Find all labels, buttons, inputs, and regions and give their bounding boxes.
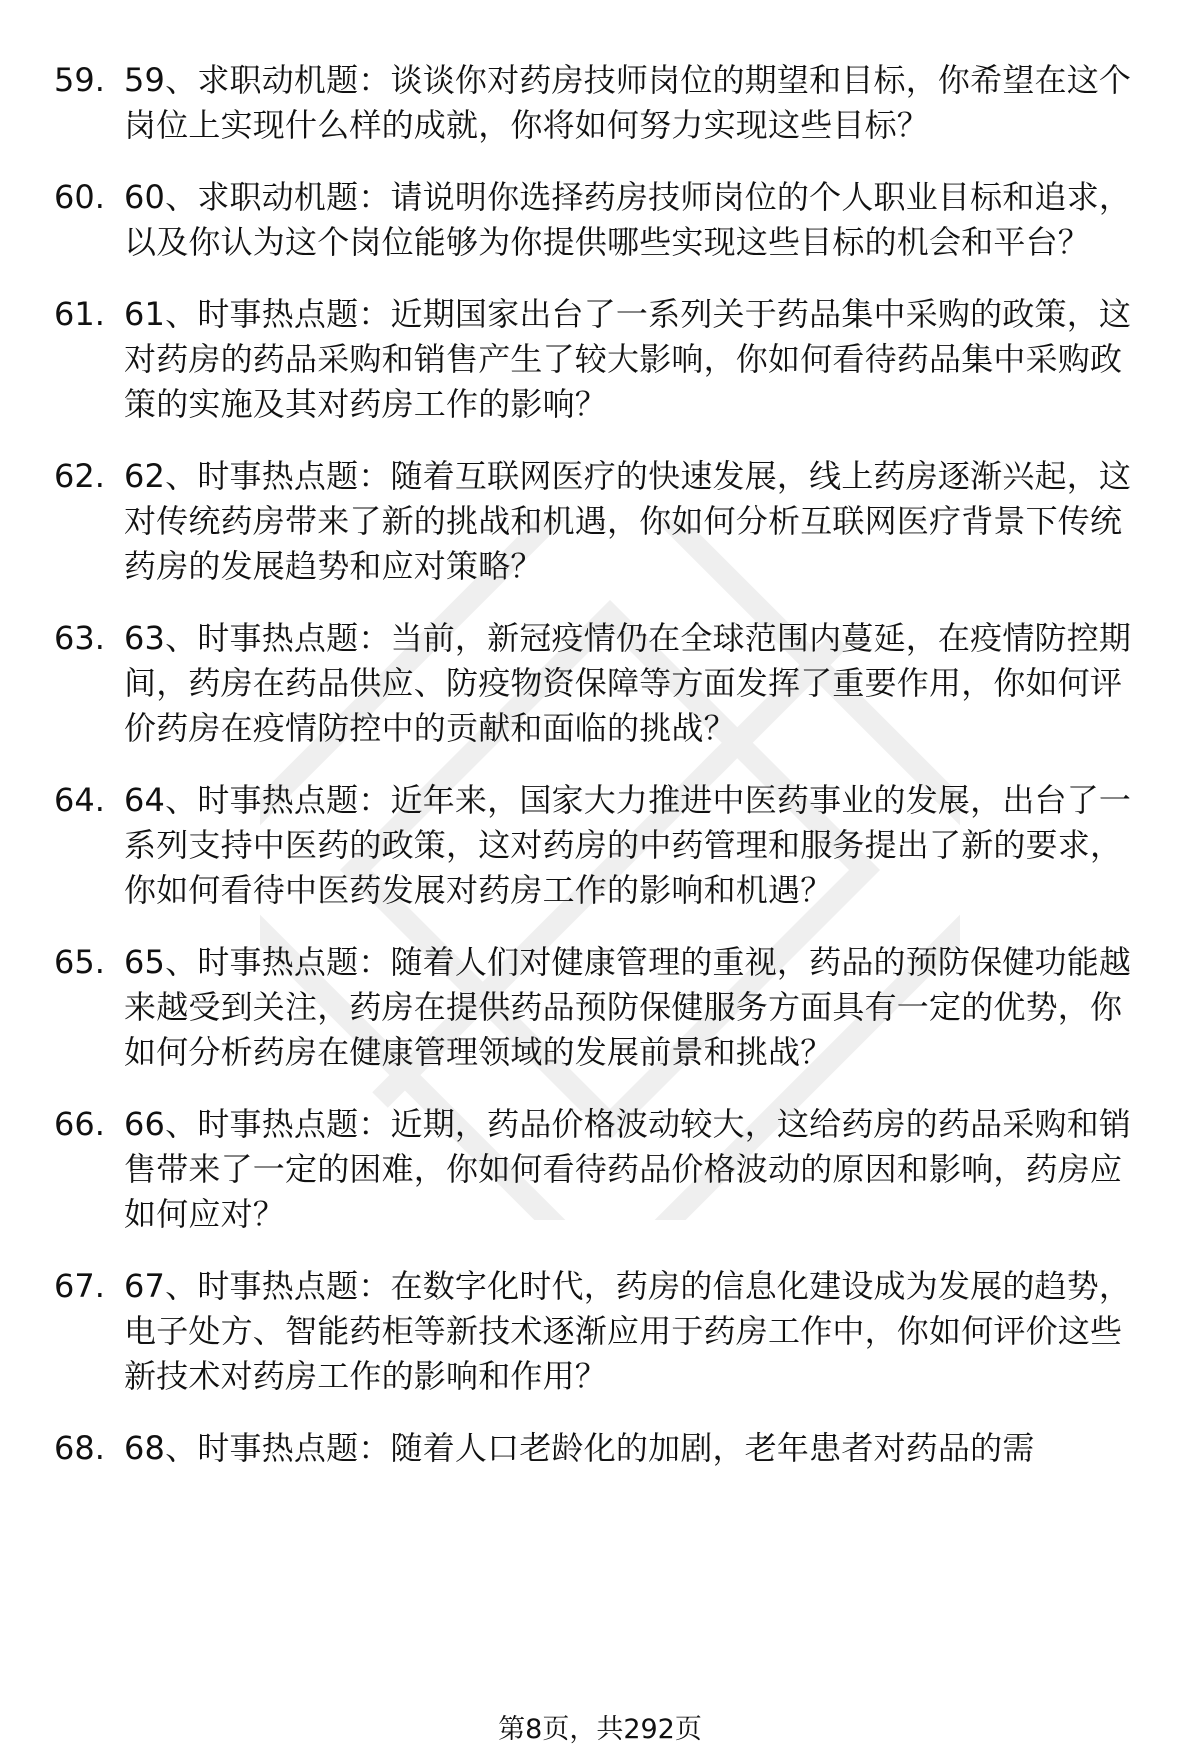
list-item <box>0 1264 1200 1399</box>
list-item <box>0 454 1200 589</box>
question-text: 60、求职动机题：请说明你选择药房技师岗位的个人职业目标和追求，以及你认为这个岗位能够为你提供哪些实现这些目标的机会和平台？ <box>124 178 1132 261</box>
question-text: 68、时事热点题：随着人口老龄化的加剧，老年患者对药品的需 <box>124 1429 1035 1467</box>
item-number: 65. <box>54 943 105 981</box>
item-number: 68. <box>54 1429 105 1467</box>
item-number: 62. <box>54 457 105 495</box>
question-text: 65、时事热点题：随着人们对健康管理的重视，药品的预防保健功能越来越受到关注，药房在提供药品预防保健服务方面具有一定的优势，你如何分析药房在健康管理领域的发展前景和挑战？ <box>124 943 1132 1071</box>
list-item <box>0 292 1200 427</box>
question-text: 63、时事热点题：当前，新冠疫情仍在全球范围内蔓延，在疫情防控期间，药房在药品供应、防疫物资保障等方面发挥了重要作用，你如何评价药房在疫情防控中的贡献和面临的挑战？ <box>124 619 1132 747</box>
item-number: 61. <box>54 295 105 333</box>
list-item <box>0 616 1200 751</box>
question-text: 62、时事热点题：随着互联网医疗的快速发展，线上药房逐渐兴起，这对传统药房带来了新的挑战和机遇，你如何分析互联网医疗背景下传统药房的发展趋势和应对策略？ <box>124 457 1132 585</box>
question-list <box>0 58 1200 1498</box>
item-number: 67. <box>54 1267 105 1305</box>
question-text: 59、求职动机题：谈谈你对药房技师岗位的期望和目标，你希望在这个岗位上实现什么样的成就，你将如何努力实现这些目标？ <box>124 61 1132 144</box>
question-text: 64、时事热点题：近年来，国家大力推进中医药事业的发展，出台了一系列支持中医药的政策，这对药房的中药管理和服务提出了新的要求，你如何看待中医药发展对药房工作的影响和机遇？ <box>124 781 1132 909</box>
list-item <box>0 58 1200 148</box>
item-number: 60. <box>54 178 105 216</box>
item-number: 64. <box>54 781 105 819</box>
item-number: 63. <box>54 619 105 657</box>
list-item <box>0 778 1200 913</box>
item-number: 59. <box>54 61 105 99</box>
item-number: 66. <box>54 1105 105 1143</box>
list-item <box>0 1102 1200 1237</box>
question-text: 67、时事热点题：在数字化时代，药房的信息化建设成为发展的趋势，电子处方、智能药柜等新技术逐渐应用于药房工作中，你如何评价这些新技术对药房工作的影响和作用？ <box>124 1267 1132 1395</box>
list-item <box>0 1426 1200 1471</box>
question-text: 66、时事热点题：近期，药品价格波动较大，这给药房的药品采购和销售带来了一定的困难，你如何看待药品价格波动的原因和影响，药房应如何应对？ <box>124 1105 1132 1233</box>
list-item <box>0 940 1200 1075</box>
question-text: 61、时事热点题：近期国家出台了一系列关于药品集中采购的政策，这对药房的药品采购和销售产生了较大影响，你如何看待药品集中采购政策的实施及其对药房工作的影响？ <box>124 295 1132 423</box>
list-item <box>0 175 1200 265</box>
page-footer: 第8页，共292页 <box>498 1714 702 1745</box>
